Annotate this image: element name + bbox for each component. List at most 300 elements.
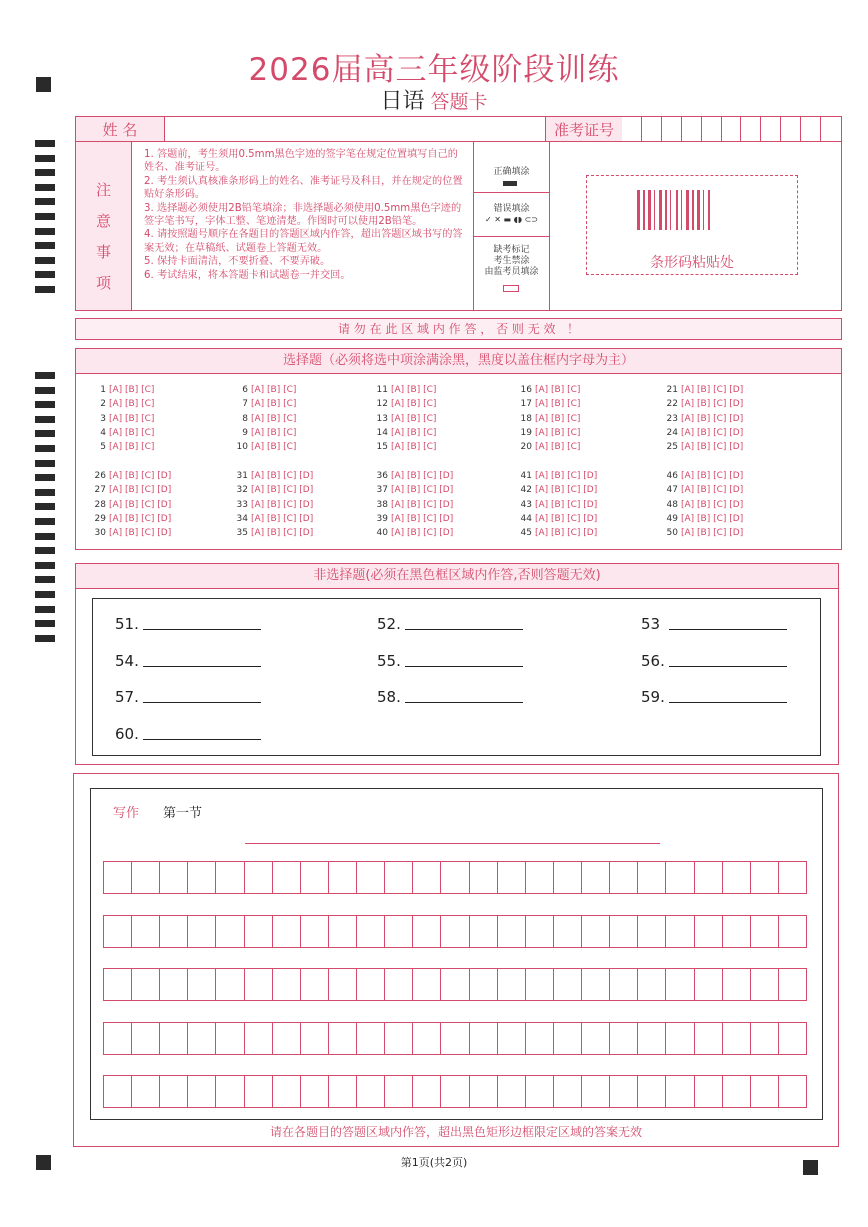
question-number: 48 xyxy=(666,499,678,510)
choice-question[interactable] xyxy=(232,528,313,538)
choice-question[interactable] xyxy=(662,428,743,438)
answer-options[interactable]: [A] [B] [C] [D] xyxy=(109,513,172,524)
exam-id-field[interactable] xyxy=(622,117,841,141)
choice-question[interactable] xyxy=(232,428,296,438)
answer-options[interactable]: [A] [B] [C] xyxy=(535,427,581,438)
choice-question[interactable] xyxy=(232,514,313,524)
question-number: 30 xyxy=(94,528,106,539)
writing-grid-cell[interactable] xyxy=(385,1023,413,1055)
writing-grid-cell[interactable] xyxy=(216,862,244,894)
writing-grid-cell[interactable] xyxy=(245,1076,273,1108)
answer-options[interactable]: [A] [B] [C] [D] xyxy=(535,513,598,524)
answer-options[interactable]: [A] [B] [C] [D] xyxy=(681,471,744,481)
writing-grid-cell[interactable] xyxy=(554,969,582,1001)
exam-id-digit-cell[interactable] xyxy=(741,117,761,141)
name-field[interactable] xyxy=(164,117,546,141)
writing-grid-cell[interactable] xyxy=(695,916,723,948)
answer-options[interactable]: [A] [B] [C] xyxy=(109,427,155,438)
writing-grid-cell[interactable] xyxy=(273,862,301,894)
answer-options[interactable]: [A] [B] [C] xyxy=(391,385,437,395)
writing-grid-cell[interactable] xyxy=(695,862,723,894)
writing-grid-cell[interactable] xyxy=(638,916,666,948)
writing-title-line[interactable] xyxy=(245,843,660,844)
question-54-answer-line[interactable] xyxy=(143,666,261,667)
writing-grid-cell[interactable] xyxy=(413,862,441,894)
writing-grid-cell[interactable] xyxy=(554,862,582,894)
answer-options[interactable]: [A] [B] [C] xyxy=(251,442,297,453)
choice-question[interactable] xyxy=(516,442,580,452)
choice-question[interactable] xyxy=(232,385,296,395)
writing-grid-cell[interactable] xyxy=(357,1023,385,1055)
writing-grid-cell[interactable] xyxy=(582,1076,610,1108)
writing-grid-cell[interactable] xyxy=(132,969,160,1001)
answer-options[interactable]: [A] [B] [C] xyxy=(535,385,581,395)
choice-question[interactable] xyxy=(232,471,313,481)
choice-question[interactable] xyxy=(90,428,154,438)
choice-question[interactable] xyxy=(516,528,597,538)
exam-id-digit-cell[interactable] xyxy=(801,117,821,141)
choice-question[interactable] xyxy=(90,385,154,395)
answer-options[interactable]: [A] [B] [C] [D] xyxy=(391,485,454,496)
writing-grid-cell[interactable] xyxy=(441,916,469,948)
writing-grid-cell[interactable] xyxy=(188,969,216,1001)
writing-grid-cell[interactable] xyxy=(723,862,751,894)
barcode-bar xyxy=(703,190,704,230)
answer-options[interactable]: [A] [B] [C] [D] xyxy=(251,485,314,496)
writing-grid-cell[interactable] xyxy=(216,1023,244,1055)
choice-question[interactable] xyxy=(516,471,597,481)
choice-question[interactable] xyxy=(372,471,453,481)
choice-question[interactable] xyxy=(372,514,453,524)
writing-grid-cell[interactable] xyxy=(582,1023,610,1055)
answer-options[interactable]: [A] [B] [C] [D] xyxy=(681,427,744,438)
absent-mark xyxy=(474,237,549,310)
writing-grid-cell[interactable] xyxy=(441,969,469,1001)
writing-grid-cell[interactable] xyxy=(526,916,554,948)
exam-id-digit-cell[interactable] xyxy=(761,117,781,141)
question-56-answer-line[interactable] xyxy=(669,666,787,667)
question-56-label: 56. xyxy=(641,651,665,670)
writing-grid-cell[interactable] xyxy=(666,969,694,1001)
writing-grid-cell[interactable] xyxy=(188,862,216,894)
choice-question[interactable] xyxy=(232,399,296,409)
writing-grid-cell[interactable] xyxy=(385,969,413,1001)
writing-grid-cell[interactable] xyxy=(245,916,273,948)
writing-grid-cell[interactable] xyxy=(273,1023,301,1055)
choice-question[interactable] xyxy=(662,442,743,452)
answer-options[interactable]: [A] [B] [C] xyxy=(109,442,155,453)
writing-grid-cell[interactable] xyxy=(329,916,357,948)
answer-options[interactable]: [A] [B] [C] xyxy=(535,442,581,453)
question-58-answer-line[interactable] xyxy=(405,702,523,703)
writing-grid-row[interactable] xyxy=(103,1075,807,1108)
answer-options[interactable]: [A] [B] [C] [D] xyxy=(681,413,744,424)
choice-question[interactable] xyxy=(516,414,580,424)
writing-grid-cell[interactable] xyxy=(273,916,301,948)
writing-grid-cell[interactable] xyxy=(132,1076,160,1108)
barcode-icon xyxy=(637,190,747,230)
choice-question[interactable] xyxy=(516,399,580,409)
writing-grid-cell[interactable] xyxy=(723,1023,751,1055)
choice-question[interactable] xyxy=(372,485,453,495)
writing-grid-cell[interactable] xyxy=(104,1023,132,1055)
writing-grid-cell[interactable] xyxy=(582,916,610,948)
writing-grid-cell[interactable] xyxy=(273,969,301,1001)
answer-options[interactable]: [A] [B] [C] [D] xyxy=(391,513,454,524)
choice-question[interactable] xyxy=(516,428,580,438)
choice-question[interactable] xyxy=(372,500,453,510)
question-number: 39 xyxy=(376,513,388,524)
writing-grid-cell[interactable] xyxy=(357,1076,385,1108)
answer-options[interactable]: [A] [B] [C] [D] xyxy=(109,528,172,539)
question-53-answer-line[interactable] xyxy=(669,629,787,630)
barcode-bar xyxy=(643,190,645,230)
answer-options[interactable]: [A] [B] [C] [D] xyxy=(109,485,172,496)
writing-grid-cell[interactable] xyxy=(751,916,779,948)
answer-options[interactable]: [A] [B] [C] xyxy=(251,385,297,395)
choice-question[interactable] xyxy=(372,528,453,538)
writing-grid-cell[interactable] xyxy=(610,916,638,948)
writing-grid-cell[interactable] xyxy=(751,969,779,1001)
question-number: 27 xyxy=(94,485,106,496)
timing-mark xyxy=(35,606,55,613)
writing-grid-cell[interactable] xyxy=(301,862,329,894)
notice-block xyxy=(75,141,842,311)
writing-grid-cell[interactable] xyxy=(751,1076,779,1108)
question-number: 22 xyxy=(666,399,678,410)
writing-grid-cell[interactable] xyxy=(160,916,188,948)
writing-grid-cell[interactable] xyxy=(695,1076,723,1108)
question-number: 20 xyxy=(520,442,532,453)
notice-title-char: 项 xyxy=(95,274,111,292)
writing-grid-cell[interactable] xyxy=(666,916,694,948)
absent-mark-label: 缺考标记 xyxy=(493,245,530,255)
notice-item: 5. 保持卡面清洁，不要折叠、不要弄破。 xyxy=(144,256,331,268)
question-number: 28 xyxy=(94,499,106,510)
writing-grid-cell[interactable] xyxy=(638,862,666,894)
choice-question[interactable] xyxy=(90,442,154,452)
writing-grid-cell[interactable] xyxy=(695,969,723,1001)
writing-grid-cell[interactable] xyxy=(216,916,244,948)
writing-grid-cell[interactable] xyxy=(413,969,441,1001)
writing-grid-cell[interactable] xyxy=(526,1023,554,1055)
choice-question[interactable] xyxy=(516,485,597,495)
answer-options[interactable]: [A] [B] [C] xyxy=(251,427,297,438)
writing-grid-cell[interactable] xyxy=(160,1023,188,1055)
timing-mark xyxy=(35,533,55,540)
question-number: 29 xyxy=(94,513,106,524)
writing-grid-cell[interactable] xyxy=(498,969,526,1001)
choice-question[interactable] xyxy=(372,385,436,395)
question-51-answer-line[interactable] xyxy=(143,629,261,630)
writing-grid-cell[interactable] xyxy=(470,1023,498,1055)
writing-grid-cell[interactable] xyxy=(357,969,385,1001)
writing-grid-cell[interactable] xyxy=(301,1023,329,1055)
writing-grid-cell[interactable] xyxy=(188,1023,216,1055)
writing-grid-cell[interactable] xyxy=(357,862,385,894)
exam-id-digit-cell[interactable] xyxy=(682,117,702,141)
writing-grid-cell[interactable] xyxy=(610,862,638,894)
writing-grid-cell[interactable] xyxy=(160,1076,188,1108)
choice-question[interactable] xyxy=(90,399,154,409)
writing-grid-cell[interactable] xyxy=(498,862,526,894)
question-number: 35 xyxy=(236,528,248,539)
writing-grid-cell[interactable] xyxy=(160,862,188,894)
writing-grid-cell[interactable] xyxy=(723,1076,751,1108)
writing-grid-cell[interactable] xyxy=(638,1076,666,1108)
question-60-answer-line[interactable] xyxy=(143,739,261,740)
writing-grid-cell[interactable] xyxy=(413,1076,441,1108)
choice-question[interactable] xyxy=(372,442,436,452)
writing-grid-cell[interactable] xyxy=(723,969,751,1001)
choice-question[interactable] xyxy=(372,428,436,438)
writing-grid-cell[interactable] xyxy=(526,969,554,1001)
choice-question[interactable] xyxy=(662,399,743,409)
writing-grid-cell[interactable] xyxy=(160,969,188,1001)
writing-grid-cell[interactable] xyxy=(695,1023,723,1055)
answer-options[interactable]: [A] [B] [C] [D] xyxy=(535,485,598,496)
choice-question[interactable] xyxy=(516,514,597,524)
writing-grid-cell[interactable] xyxy=(498,1076,526,1108)
writing-grid-cell[interactable] xyxy=(385,1076,413,1108)
footer-note: 请在各题目的答题区域内作答，超出黑色矩形边框限定区域的答案无效 xyxy=(269,1125,642,1139)
writing-grid-cell[interactable] xyxy=(610,969,638,1001)
choice-question[interactable] xyxy=(662,514,743,524)
writing-grid-row[interactable] xyxy=(103,915,807,948)
question-58-label: 58. xyxy=(377,688,401,706)
writing-grid-cell[interactable] xyxy=(104,969,132,1001)
writing-grid-cell[interactable] xyxy=(751,862,779,894)
writing-grid-cell[interactable] xyxy=(301,916,329,948)
writing-grid-cell[interactable] xyxy=(526,862,554,894)
answer-options[interactable]: [A] [B] [C] xyxy=(109,385,155,395)
writing-grid-cell[interactable] xyxy=(470,916,498,948)
question-number: 5 xyxy=(100,442,106,453)
timing-mark xyxy=(35,518,55,525)
writing-grid-cell[interactable] xyxy=(470,1076,498,1108)
writing-grid-cell[interactable] xyxy=(188,1076,216,1108)
answer-options[interactable]: [A] [B] [C] [D] xyxy=(251,528,314,539)
writing-grid-cell[interactable] xyxy=(751,1023,779,1055)
writing-grid-cell[interactable] xyxy=(216,969,244,1001)
question-number: 49 xyxy=(666,513,678,524)
writing-grid-cell[interactable] xyxy=(357,916,385,948)
writing-grid-cell[interactable] xyxy=(132,1023,160,1055)
answer-options[interactable]: [A] [B] [C] [D] xyxy=(681,513,744,524)
writing-grid-cell[interactable] xyxy=(245,1023,273,1055)
writing-grid-cell[interactable] xyxy=(666,862,694,894)
choice-question[interactable] xyxy=(516,500,597,510)
answer-options[interactable]: [A] [B] [C] xyxy=(535,413,581,424)
choice-question[interactable] xyxy=(516,385,580,395)
writing-grid-cell[interactable] xyxy=(526,1076,554,1108)
writing-grid-cell[interactable] xyxy=(554,916,582,948)
writing-section-name: 第一节 xyxy=(163,806,203,821)
exam-id-digit-cell[interactable] xyxy=(781,117,801,141)
answer-options[interactable]: [A] [B] [C] [D] xyxy=(251,499,314,510)
writing-grid-cell[interactable] xyxy=(638,1023,666,1055)
page-number: 第1页(共2页) xyxy=(400,1156,468,1169)
choice-question[interactable] xyxy=(662,385,743,395)
writing-grid-cell[interactable] xyxy=(441,1023,469,1055)
writing-grid-cell[interactable] xyxy=(554,1023,582,1055)
choice-question[interactable] xyxy=(232,485,313,495)
writing-grid-row[interactable] xyxy=(103,968,807,1001)
writing-grid-cell[interactable] xyxy=(498,916,526,948)
question-57-label: 57. xyxy=(115,688,139,706)
answer-options[interactable]: [A] [B] [C] xyxy=(391,442,437,453)
writing-grid-cell[interactable] xyxy=(470,969,498,1001)
exam-id-digit-cell[interactable] xyxy=(722,117,742,141)
exam-id-label: 准考证号 xyxy=(553,121,614,139)
writing-grid-cell[interactable] xyxy=(329,969,357,1001)
writing-grid-cell[interactable] xyxy=(441,862,469,894)
writing-grid-row[interactable] xyxy=(103,861,807,894)
writing-grid-cell[interactable] xyxy=(498,1023,526,1055)
writing-grid-cell[interactable] xyxy=(779,916,807,948)
writing-grid-cell[interactable] xyxy=(779,1076,807,1108)
writing-grid-cell[interactable] xyxy=(329,862,357,894)
choice-question[interactable] xyxy=(90,514,171,524)
answer-options[interactable]: [A] [B] [C] [D] xyxy=(391,528,454,539)
answer-options[interactable]: [A] [B] [C] [D] xyxy=(391,499,454,510)
question-51-label: 51. xyxy=(115,615,139,633)
choice-question[interactable] xyxy=(232,442,296,452)
answer-options[interactable]: [A] [B] [C] [D] xyxy=(535,499,598,510)
writing-grid-cell[interactable] xyxy=(245,969,273,1001)
answer-options[interactable]: [A] [B] [C] [D] xyxy=(535,471,598,481)
writing-grid-cell[interactable] xyxy=(385,916,413,948)
notice-title-char: 事 xyxy=(95,243,111,261)
choice-question[interactable] xyxy=(90,500,171,510)
writing-grid-cell[interactable] xyxy=(413,916,441,948)
question-59-answer-line[interactable] xyxy=(669,702,787,703)
exam-id-digit-cell[interactable] xyxy=(642,117,662,141)
writing-grid-cell[interactable] xyxy=(779,1023,807,1055)
timing-mark xyxy=(35,257,55,264)
writing-grid-cell[interactable] xyxy=(132,916,160,948)
question-number: 41 xyxy=(520,471,532,481)
choice-question[interactable] xyxy=(232,500,313,510)
writing-grid-cell[interactable] xyxy=(779,862,807,894)
writing-grid-cell[interactable] xyxy=(216,1076,244,1108)
writing-grid-cell[interactable] xyxy=(104,916,132,948)
writing-grid-cell[interactable] xyxy=(554,1076,582,1108)
writing-grid-cell[interactable] xyxy=(723,916,751,948)
answer-options[interactable]: [A] [B] [C] [D] xyxy=(681,499,744,510)
answer-options[interactable]: [A] [B] [C] xyxy=(251,399,297,410)
answer-options[interactable]: [A] [B] [C] [D] xyxy=(251,471,314,481)
answer-options[interactable]: [A] [B] [C] [D] xyxy=(109,499,172,510)
answer-options[interactable]: [A] [B] [C] xyxy=(391,413,437,424)
writing-grid-cell[interactable] xyxy=(413,1023,441,1055)
writing-grid-cell[interactable] xyxy=(385,862,413,894)
choice-question[interactable] xyxy=(90,485,171,495)
answer-options[interactable]: [A] [B] [C] [D] xyxy=(535,528,598,539)
timing-mark xyxy=(35,620,55,627)
writing-grid-cell[interactable] xyxy=(470,862,498,894)
answer-options[interactable]: [A] [B] [C] [D] xyxy=(251,513,314,524)
writing-grid-cell[interactable] xyxy=(441,1076,469,1108)
timing-mark xyxy=(35,562,55,569)
answer-options[interactable]: [A] [B] [C] xyxy=(109,399,155,410)
writing-grid-cell[interactable] xyxy=(666,1023,694,1055)
writing-grid-cell[interactable] xyxy=(610,1023,638,1055)
exam-id-digit-cell[interactable] xyxy=(622,117,642,141)
answer-options[interactable]: [A] [B] [C] [D] xyxy=(681,442,744,453)
question-number: 43 xyxy=(520,499,532,510)
answer-options[interactable]: [A] [B] [C] xyxy=(535,399,581,410)
answer-options[interactable]: [A] [B] [C] [D] xyxy=(681,528,744,539)
answer-options[interactable]: [A] [B] [C] [D] xyxy=(681,385,744,395)
writing-grid-cell[interactable] xyxy=(104,862,132,894)
writing-grid-cell[interactable] xyxy=(188,916,216,948)
writing-grid-cell[interactable] xyxy=(301,1076,329,1108)
writing-grid-cell[interactable] xyxy=(245,862,273,894)
writing-grid-row[interactable] xyxy=(103,1022,807,1055)
choice-question[interactable] xyxy=(662,414,743,424)
answer-options[interactable]: [A] [B] [C] [D] xyxy=(681,485,744,496)
writing-grid-cell[interactable] xyxy=(638,969,666,1001)
question-number: 11 xyxy=(376,385,388,395)
exam-id-digit-cell[interactable] xyxy=(821,117,841,141)
choice-question[interactable] xyxy=(232,414,296,424)
nonchoice-section xyxy=(75,563,839,765)
writing-grid-cell[interactable] xyxy=(104,1076,132,1108)
writing-grid-cell[interactable] xyxy=(301,969,329,1001)
writing-grid-cell[interactable] xyxy=(582,862,610,894)
question-55-answer-line[interactable] xyxy=(405,666,523,667)
writing-grid-cell[interactable] xyxy=(610,1076,638,1108)
question-number: 14 xyxy=(376,427,388,438)
choice-question[interactable] xyxy=(662,485,743,495)
writing-grid-cell[interactable] xyxy=(132,862,160,894)
choice-question[interactable] xyxy=(662,471,743,481)
writing-grid-cell[interactable] xyxy=(329,1076,357,1108)
choice-question[interactable] xyxy=(372,414,436,424)
writing-grid-cell[interactable] xyxy=(329,1023,357,1055)
choice-question[interactable] xyxy=(372,399,436,409)
exam-id-digit-cell[interactable] xyxy=(702,117,722,141)
writing-grid-cell[interactable] xyxy=(273,1076,301,1108)
writing-grid-cell[interactable] xyxy=(779,969,807,1001)
answer-options[interactable]: [A] [B] [C] [D] xyxy=(109,471,172,481)
timing-mark xyxy=(35,489,55,496)
question-57-answer-line[interactable] xyxy=(143,702,261,703)
writing-section xyxy=(73,773,839,1147)
absent-mark-box[interactable] xyxy=(503,285,519,292)
writing-label: 写作 xyxy=(113,806,140,821)
answer-options[interactable]: [A] [B] [C] xyxy=(251,413,297,424)
writing-grid-cell[interactable] xyxy=(582,969,610,1001)
timing-mark xyxy=(35,576,55,583)
exam-id-digit-cell[interactable] xyxy=(662,117,682,141)
choice-question[interactable] xyxy=(662,500,743,510)
choice-question[interactable] xyxy=(90,414,154,424)
warning-bar xyxy=(75,318,842,340)
choice-question[interactable] xyxy=(90,528,171,538)
answer-options[interactable]: [A] [B] [C] xyxy=(391,427,437,438)
timing-mark xyxy=(35,445,55,452)
answer-options[interactable]: [A] [B] [C] [D] xyxy=(681,399,744,410)
answer-options[interactable]: [A] [B] [C] [D] xyxy=(391,471,454,481)
choice-question[interactable] xyxy=(662,528,743,538)
answer-options[interactable]: [A] [B] [C] xyxy=(109,413,155,424)
writing-grid-cell[interactable] xyxy=(666,1076,694,1108)
question-52-answer-line[interactable] xyxy=(405,629,523,630)
answer-options[interactable]: [A] [B] [C] xyxy=(391,399,437,410)
choice-question[interactable] xyxy=(90,471,171,481)
